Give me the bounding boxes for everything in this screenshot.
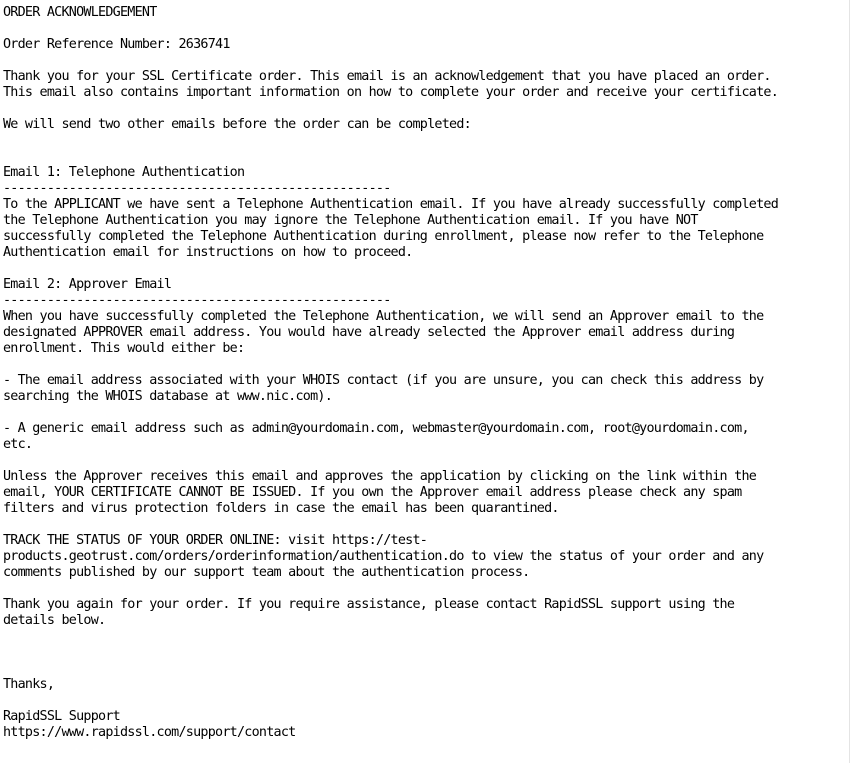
blank-line <box>3 21 849 37</box>
email-line: When you have successfully completed the Telephone Authentication, we will send an Approver email to the <box>3 309 764 324</box>
blank-line <box>3 645 849 661</box>
blank-line <box>3 517 849 533</box>
email-line: Order Reference Number: 2636741 <box>3 37 230 52</box>
blank-line <box>3 453 849 469</box>
email-line: Email 2: Approver Email <box>3 277 172 292</box>
email-line: comments published by our support team about the authentication process. <box>3 565 530 580</box>
email-line: searching the WHOIS database at www.nic.com). <box>3 389 333 404</box>
email-line: etc. <box>3 437 33 452</box>
blank-line <box>3 693 849 709</box>
email-line: Authentication email for instructions on how to proceed. <box>3 245 413 260</box>
email-line: enrollment. This would either be: <box>3 341 245 356</box>
email-line: details below. <box>3 613 106 628</box>
email-line: - A generic email address such as admin@yourdomain.com, webmaster@yourdomain.com, root@yourdomain.com, <box>3 421 749 436</box>
blank-line <box>3 133 849 149</box>
email-line: TRACK THE STATUS OF YOUR ORDER ONLINE: visit https://test- <box>3 533 428 548</box>
blank-line <box>3 661 849 677</box>
blank-line <box>3 101 849 117</box>
email-line: We will send two other emails before the order can be completed: <box>3 117 471 132</box>
email-line: designated APPROVER email address. You would have already selected the Approver email address during <box>3 325 735 340</box>
blank-line <box>3 53 849 69</box>
email-line: - The email address associated with your WHOIS contact (if you are unsure, you can check this address by <box>3 373 764 388</box>
email-line: RapidSSL Support <box>3 709 120 724</box>
email-line: ----------------------------------------------------- <box>3 181 391 196</box>
blank-line <box>3 405 849 421</box>
email-line: filters and virus protection folders in case the email has been quarantined. <box>3 501 559 516</box>
email-line: To the APPLICANT we have sent a Telephone Authentication email. If you have already successfully completed <box>3 197 779 212</box>
blank-line <box>3 149 849 165</box>
email-line: the Telephone Authentication you may ignore the Telephone Authentication email. If you have NOT <box>3 213 698 228</box>
email-line: This email also contains important information on how to complete your order and receive your certificate. <box>3 85 779 100</box>
blank-line <box>3 629 849 645</box>
blank-line <box>3 261 849 277</box>
email-line: Email 1: Telephone Authentication <box>3 165 245 180</box>
email-line: https://www.rapidssl.com/support/contact <box>3 725 296 740</box>
email-line: products.geotrust.com/orders/orderinformation/authentication.do to view the status of your order and any <box>3 549 764 564</box>
email-line: email, YOUR CERTIFICATE CANNOT BE ISSUED. If you own the Approver email address please check any spam <box>3 485 742 500</box>
email-line: successfully completed the Telephone Authentication during enrollment, please now refer to the Telephone <box>3 229 764 244</box>
blank-line <box>3 581 849 597</box>
email-line: ----------------------------------------------------- <box>3 293 391 308</box>
email-line: ORDER ACKNOWLEDGEMENT <box>3 5 157 20</box>
email-line: Thanks, <box>3 677 55 692</box>
email-line: Thank you again for your order. If you require assistance, please contact RapidSSL support using the <box>3 597 735 612</box>
email-line: Thank you for your SSL Certificate order. This email is an acknowledgement that you have placed an order. <box>3 69 771 84</box>
email-line: Unless the Approver receives this email and approves the application by clicking on the link within the <box>3 469 757 484</box>
blank-line <box>3 357 849 373</box>
